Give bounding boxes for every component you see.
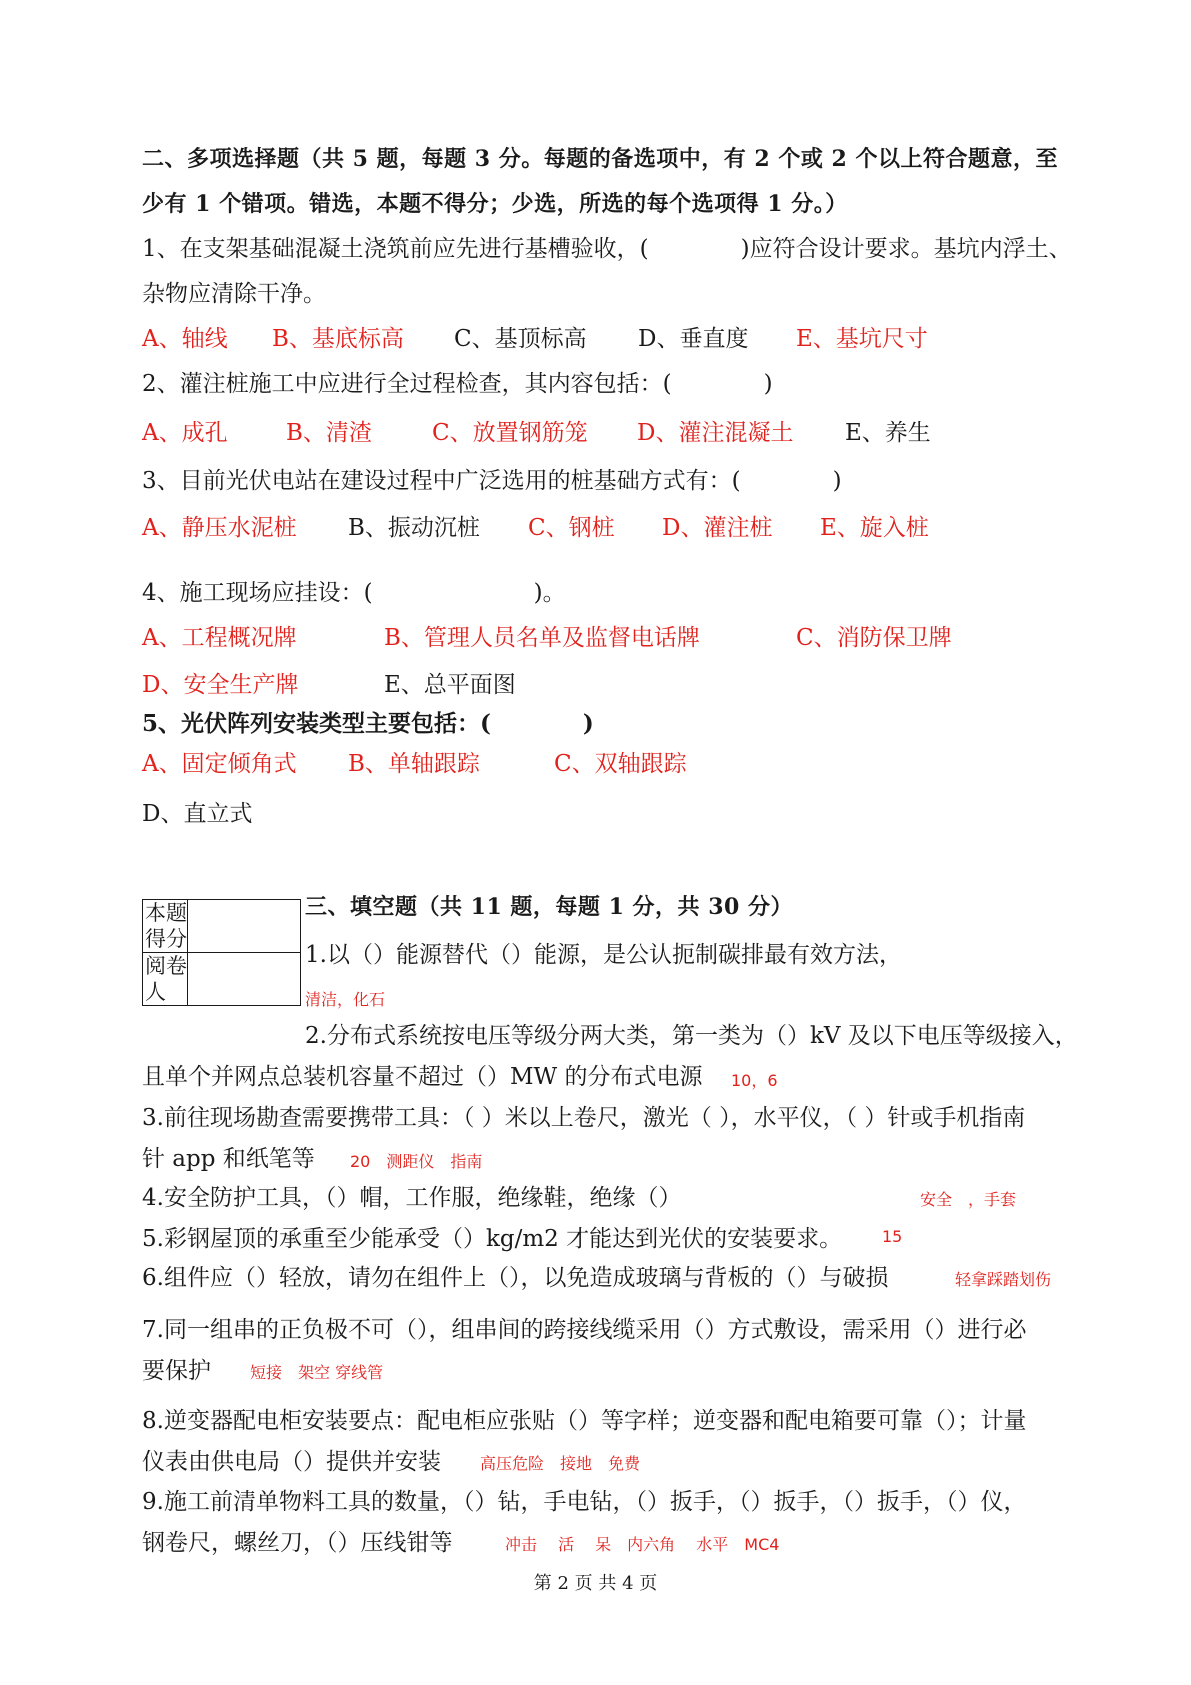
q2-option-e: E、养生 — [845, 420, 931, 446]
q3-option-b: B、振动沉桩 — [348, 515, 480, 541]
q5-stem: 5、光伏阵列安装类型主要包括：( ) — [142, 710, 594, 737]
q2-option-d: D、灌注混凝土 — [637, 420, 794, 446]
q3-option-d: D、灌注桩 — [662, 515, 773, 541]
fill-answer-2: 10，6 — [731, 1071, 778, 1090]
grader-value-cell[interactable] — [188, 953, 301, 1006]
fill-item-3-line2: 针 app 和纸笔等 — [142, 1146, 315, 1172]
page-footer: 第 2 页 共 4 页 — [533, 1573, 658, 1594]
q5-option-a: A、固定倾角式 — [142, 751, 297, 777]
fill-answer-1: 清洁，化石 — [305, 990, 386, 1009]
fill-item-2-line1: 2.分布式系统按电压等级分两大类，第一类为（）kV 及以下电压等级接入， — [305, 1023, 1078, 1049]
q4-option-e: E、总平面图 — [384, 672, 516, 698]
fill-item-4: 4.安全防护工具，（）帽，工作服，绝缘鞋，绝缘（） — [142, 1185, 682, 1211]
fill-item-2-line2: 且单个并网点总装机容量不超过（）MW 的分布式电源 — [142, 1064, 703, 1090]
q1-option-a: A、轴线 — [142, 326, 228, 352]
fill-item-5: 5.彩钢屋顶的承重至少能承受（）kg/m2 才能达到光伏的安装要求。 — [142, 1226, 843, 1252]
fill-answer-8: 高压危险 接地 免费 — [480, 1454, 641, 1473]
fill-answer-4: 安全 ，手套 — [920, 1190, 1017, 1209]
q4-option-b: B、管理人员名单及监督电话牌 — [384, 625, 700, 651]
q2-stem: 2、灌注桩施工中应进行全过程检查，其内容包括：( ) — [142, 371, 773, 397]
section3-heading: 三、填空题（共 11 题，每题 1 分，共 30 分） — [305, 894, 793, 920]
q2-option-b: B、清渣 — [286, 420, 372, 446]
q4-option-d: D、安全生产牌 — [142, 672, 299, 698]
q5-option-b: B、单轴跟踪 — [348, 751, 480, 777]
fill-item-7-line1: 7.同一组串的正负极不可（），组串间的跨接线缆采用（）方式敷设，需采用（）进行必 — [142, 1317, 1027, 1343]
fill-answer-6: 轻拿踩踏划伤 — [955, 1270, 1052, 1289]
section2-heading-line2: 少有 1 个错项。错选，本题不得分；少选，所选的每个选项得 1 分。） — [142, 191, 848, 217]
q1-stem-line1: 1、在支架基础混凝土浇筑前应先进行基槽验收，( )应符合设计要求。基坑内浮土、 — [142, 236, 1072, 262]
fill-item-1: 1.以（）能源替代（）能源，是公认扼制碳排最有效方法， — [305, 942, 902, 968]
q1-option-e: E、基坑尺寸 — [796, 326, 928, 352]
q4-option-c: C、消防保卫牌 — [796, 625, 952, 651]
score-label: 本题得分 — [143, 900, 188, 953]
q1-option-d: D、垂直度 — [638, 326, 749, 352]
fill-item-6: 6.组件应（）轻放，请勿在组件上（），以免造成玻璃与背板的（）与破损 — [142, 1265, 889, 1291]
q5-option-c: C、双轴跟踪 — [554, 751, 687, 777]
grader-label: 阅卷人 — [143, 953, 188, 1006]
q2-option-a: A、成孔 — [142, 420, 228, 446]
fill-item-9-line2: 钢卷尺，螺丝刀，（）压线钳等 — [142, 1530, 453, 1556]
fill-answer-7: 短接 架空 穿线管 — [250, 1363, 384, 1382]
fill-item-8-line1: 8.逆变器配电柜安装要点：配电柜应张贴（）等字样；逆变器和配电箱要可靠（）；计量 — [142, 1408, 1027, 1434]
q3-option-c: C、钢桩 — [528, 515, 615, 541]
fill-answer-5: 15 — [882, 1227, 903, 1246]
fill-answer-9: 冲击 活 呆 内六角 水平 MC4 — [505, 1535, 780, 1554]
fill-answer-3: 20 测距仪 指南 — [350, 1152, 483, 1171]
q3-stem: 3、目前光伏电站在建设过程中广泛选用的桩基础方式有：( ) — [142, 468, 842, 494]
q3-option-a: A、静压水泥桩 — [142, 515, 297, 541]
q5-option-d: D、直立式 — [142, 801, 253, 827]
q4-option-a: A、工程概况牌 — [142, 625, 297, 651]
fill-item-7-line2: 要保护 — [142, 1358, 211, 1384]
q1-option-b: B、基底标高 — [272, 326, 404, 352]
q2-option-c: C、放置钢筋笼 — [432, 420, 588, 446]
q4-stem: 4、施工现场应挂设：( )。 — [142, 580, 566, 606]
q1-stem-line2: 杂物应清除干净。 — [142, 281, 326, 307]
fill-item-3-line1: 3.前往现场勘查需要携带工具：（ ）米以上卷尺，激光（ ），水平仪，（ ）针或手机指南 — [142, 1105, 1026, 1131]
score-box — [142, 899, 301, 1006]
q1-option-c: C、基顶标高 — [454, 326, 587, 352]
fill-item-8-line2: 仪表由供电局（）提供并安装 — [142, 1449, 441, 1475]
score-value-cell[interactable] — [188, 900, 301, 953]
section2-heading-line1: 二、多项选择题（共 5 题，每题 3 分。每题的备选项中，有 2 个或 2 个以上符合题意，至 — [142, 146, 1059, 172]
q3-option-e: E、旋入桩 — [820, 515, 929, 541]
fill-item-9-line1: 9.施工前清单物料工具的数量，（）钻，手电钻，（）扳手，（）扳手，（）扳手，（）仪， — [142, 1489, 1027, 1515]
